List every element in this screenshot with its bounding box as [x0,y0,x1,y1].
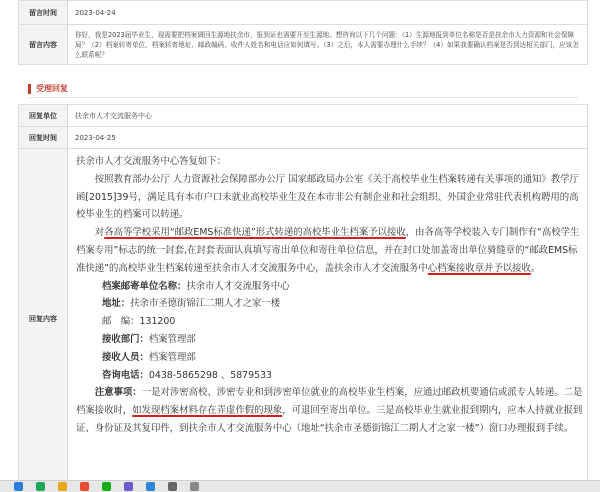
p2-text-a: 对 [94,227,105,239]
p2-text-b: ，由各高等学校装入专门制作有“高校学生档案专用”标志的统一封套,在封套表面认真填写寄出单位和寄往单位信息，并在封口处加盖寄出单位骑缝章的“邮政EMS标准快递”的高校毕业生档案转递至扶余市人才交流服务中心，盖扶余市人才交流服务中 [76,227,580,274]
p2-underlined-1: 各高等学校采用“邮政EMS标准快递”形式转递的高校毕业生档案予以接收 [104,227,406,239]
reply-content-row [19,149,588,489]
message-content-value: 你好，我是2023届毕业生，现需要把档案调回生源地扶余市，报到证也需要开至生源地。想咨询以下几个问题：（1）生源地报到单位名称是否是扶余市人力资源和社会保障局？（2）档案转寄单位、档案转寄地址、邮政编码、收件人姓名和电话应如何填写。（3）之后，本人需要办理什么手续？（4）如果我要确认档案是否到达相关部门，应该怎么联系呢？ [68,25,588,65]
section-title: 受理回复 [36,84,68,93]
section-accent-bar [28,84,31,94]
settings-icon[interactable] [168,482,177,491]
reply-content-label: 回复内容 [19,149,68,489]
field-postcode [76,313,583,331]
field-address [76,295,583,313]
reply-table [18,104,588,489]
reply-greeting: 扶余市人才交流服务中心答复如下： [76,156,227,167]
reply-unit-row [19,105,588,127]
field-value: 0438-5865298 、5879533 [148,369,272,381]
field-value: 扶余市圣德街锦江二期人才之家一楼 [130,298,281,310]
app-icon[interactable] [190,482,199,491]
reply-notes [76,384,583,437]
field-value: 档案管理部 [148,351,196,363]
field-department [76,331,583,349]
chrome-icon[interactable] [80,482,89,491]
reply-unit-label: 回复单位 [19,105,68,127]
reply-unit-value: 扶余市人才交流服务中心 [68,105,588,127]
field-value: 档案管理部 [148,333,196,345]
reply-time-label: 回复时间 [19,127,68,149]
reply-paragraph-1: 按照教育部办公厅 人力资源社会保障部办公厅 国家邮政局办公室《关于高校毕业生档案转递有关事项的通知》教学厅函[2015]39号，满足具有本市户口未就业高校毕业生及在本市非公有制企业和社会组织、外国企业常驻代表机构聘用的高校毕业生的档案可以转递。 [76,173,579,221]
wechat-icon[interactable] [102,482,111,491]
reply-paragraph-2 [76,224,583,277]
message-content-label: 留言内容 [19,25,68,65]
field-key: 邮 编： [102,316,140,328]
field-key: 接收人员： [102,351,149,363]
p2-text-c: 。 [530,262,541,274]
field-receiver [76,349,583,367]
message-time-label: 留言时间 [19,1,68,25]
reply-time-row [19,127,588,149]
store-icon[interactable] [124,482,133,491]
mail-icon[interactable] [146,482,155,491]
field-value: 131200 [139,316,176,328]
section-divider [28,97,578,98]
note-key: 注意事项： [94,387,142,399]
field-key: 咨询电话： [102,369,149,381]
field-key: 接收部门： [102,333,149,345]
note-text-b: ，可退回至寄出单位。三是高校毕业生就业报到期内，应本人持就业报到证、身份证及其复印件，到扶余市人才交流服务中心（地址“扶余市圣德街锦江二期人才之家一楼”）窗口办理报到手续。 [76,405,583,434]
field-key: 地址： [102,298,131,310]
taskbar [0,480,600,492]
reply-time-value: 2023-04-25 [68,127,588,149]
contact-fields [76,278,583,385]
message-content-row [19,25,588,65]
field-value: 扶余市人才交流服务中心 [186,280,290,292]
explorer-icon[interactable] [58,482,67,491]
field-key: 档案邮寄单位名称： [102,280,187,292]
field-unit-name [76,278,583,296]
note-text-a: 一是对涉密高校、涉密专业和到涉密单位就业的高校毕业生档案，应通过邮政机要通信或派专人转递。二是档案接收时， [76,387,583,417]
message-table [18,0,588,65]
edge-icon[interactable] [36,482,45,491]
reply-content [68,149,587,488]
message-time-value: 2023-04-24 [68,1,588,25]
section-header [18,80,588,98]
p2-underlined-2: 心档案接收章并予以接收 [427,262,531,274]
field-phone [76,367,583,385]
start-icon[interactable] [14,482,23,491]
message-time-row [19,1,588,25]
note-underlined: 如发现档案材料存在弄虚作假的现象 [132,405,283,417]
